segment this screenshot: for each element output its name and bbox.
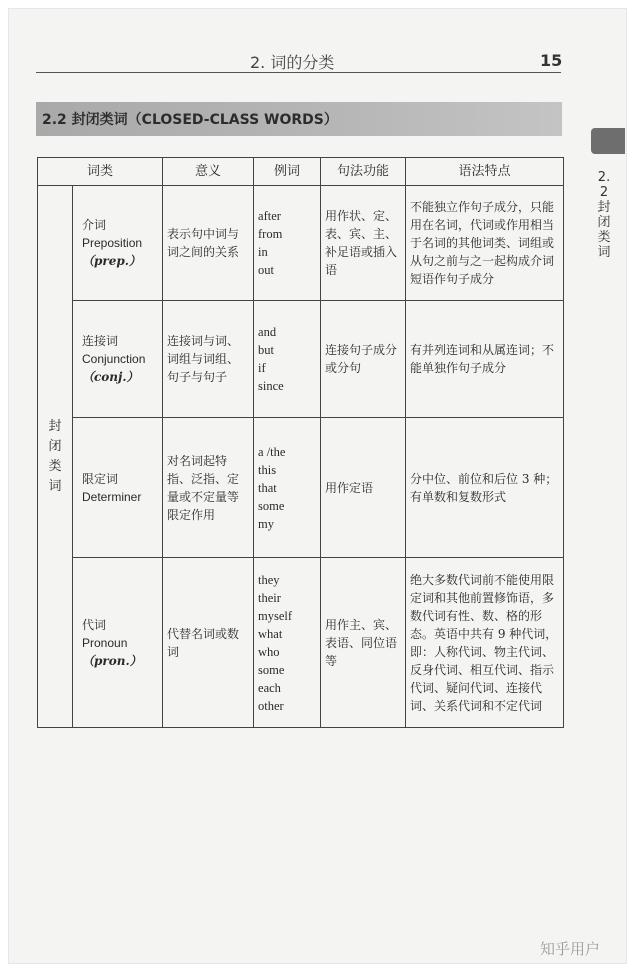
word-class-en: Conjunction — [82, 352, 146, 366]
example-word: after — [258, 209, 281, 223]
example-word: myself — [258, 608, 293, 623]
side-section-label: 2.2封闭类词 — [597, 170, 611, 260]
word-class-cell — [73, 558, 163, 728]
features-text: 绝大多数代词前不能使用限定词和其他前置修饰语，多数代词有性、数、格的形态。英语中共有 9 种代词，即：人称代词、物主代词、反身代词、相互代词、指示代词、疑问代词、连接代词、关系代词和不定代词 — [410, 572, 558, 713]
example-word: who — [258, 644, 280, 659]
features-cell — [406, 301, 564, 418]
word-class-zh: 介词 — [82, 218, 107, 232]
example-word: from — [258, 227, 283, 241]
function-cell — [321, 558, 406, 728]
example-word: their — [258, 590, 281, 605]
watermark: 知乎用户 — [540, 940, 601, 958]
example-word: out — [258, 263, 274, 277]
example-word: each — [258, 680, 281, 695]
example-word: a /the — [258, 444, 286, 459]
meaning-text: 对名词起特指、泛指、定量或不定量等限定作用 — [167, 453, 240, 522]
features-cell — [406, 558, 564, 728]
example-word: this — [258, 462, 277, 477]
features-cell — [406, 186, 564, 301]
example-word: they — [258, 572, 280, 587]
group-label: 封闭类词 — [48, 418, 62, 494]
function-text: 连接句子成分或分句 — [325, 343, 398, 375]
example-word: some — [258, 498, 285, 513]
meaning-cell — [163, 558, 254, 728]
meaning-text: 表示句中词与词之间的关系 — [167, 227, 240, 259]
side-tab — [591, 128, 625, 154]
meaning-cell — [163, 418, 254, 558]
meaning-cell — [163, 301, 254, 418]
example-word: if — [258, 361, 266, 375]
table-row — [38, 558, 564, 728]
meaning-text: 连接词与词、词组与词组、句子与句子 — [167, 334, 240, 384]
examples-cell — [254, 301, 321, 418]
examples-cell — [254, 558, 321, 728]
word-class-en: Determiner — [82, 489, 142, 504]
chapter-title: 2. 词的分类 — [250, 53, 335, 72]
column-header-function: 句法功能 — [321, 158, 406, 186]
word-class-zh: 代词 — [82, 617, 107, 632]
features-text: 不能独立作句子成分，只能用在名词，代词或作用相当于名词的其他词类、词组或从句之前与之一起构成介词短语作句子成分 — [410, 200, 555, 286]
word-class-cell — [73, 301, 163, 418]
table-row — [38, 186, 564, 301]
features-cell — [406, 418, 564, 558]
word-class-en: Pronoun — [82, 635, 128, 650]
word-class-cell — [73, 418, 163, 558]
example-word: other — [258, 698, 284, 713]
column-header-features: 语法特点 — [406, 158, 564, 186]
table-header-row — [38, 158, 564, 186]
example-word: since — [258, 379, 284, 393]
page-number: 15 — [540, 51, 563, 70]
example-word: but — [258, 343, 274, 357]
meaning-text: 代替名词或数词 — [167, 626, 240, 659]
function-text: 用作状、定、表、宾、主、补足语或插入语 — [325, 209, 398, 277]
example-word: that — [258, 480, 277, 495]
column-header-meaning: 意义 — [163, 158, 254, 186]
example-word: in — [258, 245, 268, 259]
section-banner — [36, 102, 562, 136]
word-class-table — [37, 157, 564, 728]
column-header-examples: 例词 — [254, 158, 321, 186]
features-text: 分中位、前位和后位 3 种；有单数和复数形式 — [410, 471, 558, 504]
table-row — [38, 301, 564, 418]
examples-cell — [254, 418, 321, 558]
function-text: 用作定语 — [325, 480, 374, 495]
group-cell — [38, 186, 73, 728]
function-text: 用作主、宾、表语、同位语等 — [325, 617, 398, 668]
function-cell — [321, 186, 406, 301]
word-class-cell — [73, 186, 163, 301]
features-text: 有并列连词和从属连词；不能单独作句子成分 — [410, 343, 555, 375]
function-cell — [321, 301, 406, 418]
example-word: some — [258, 662, 285, 677]
word-class-zh: 连接词 — [82, 334, 119, 348]
example-word: what — [258, 626, 283, 641]
word-class-abbr: （prep.） — [82, 254, 141, 268]
function-cell — [321, 418, 406, 558]
section-title: 2.2 封闭类词（CLOSED-CLASS WORDS） — [42, 112, 338, 128]
table-row — [38, 418, 564, 558]
word-class-zh: 限定词 — [82, 471, 119, 486]
header-rule — [36, 72, 561, 73]
examples-cell — [254, 186, 321, 301]
example-word: and — [258, 325, 277, 339]
word-class-en: Preposition — [82, 236, 143, 250]
column-header-word-class: 词类 — [38, 158, 163, 186]
word-class-abbr: （conj.） — [82, 370, 139, 384]
example-word: my — [258, 516, 274, 531]
word-class-abbr: （pron.） — [82, 653, 142, 668]
meaning-cell — [163, 186, 254, 301]
